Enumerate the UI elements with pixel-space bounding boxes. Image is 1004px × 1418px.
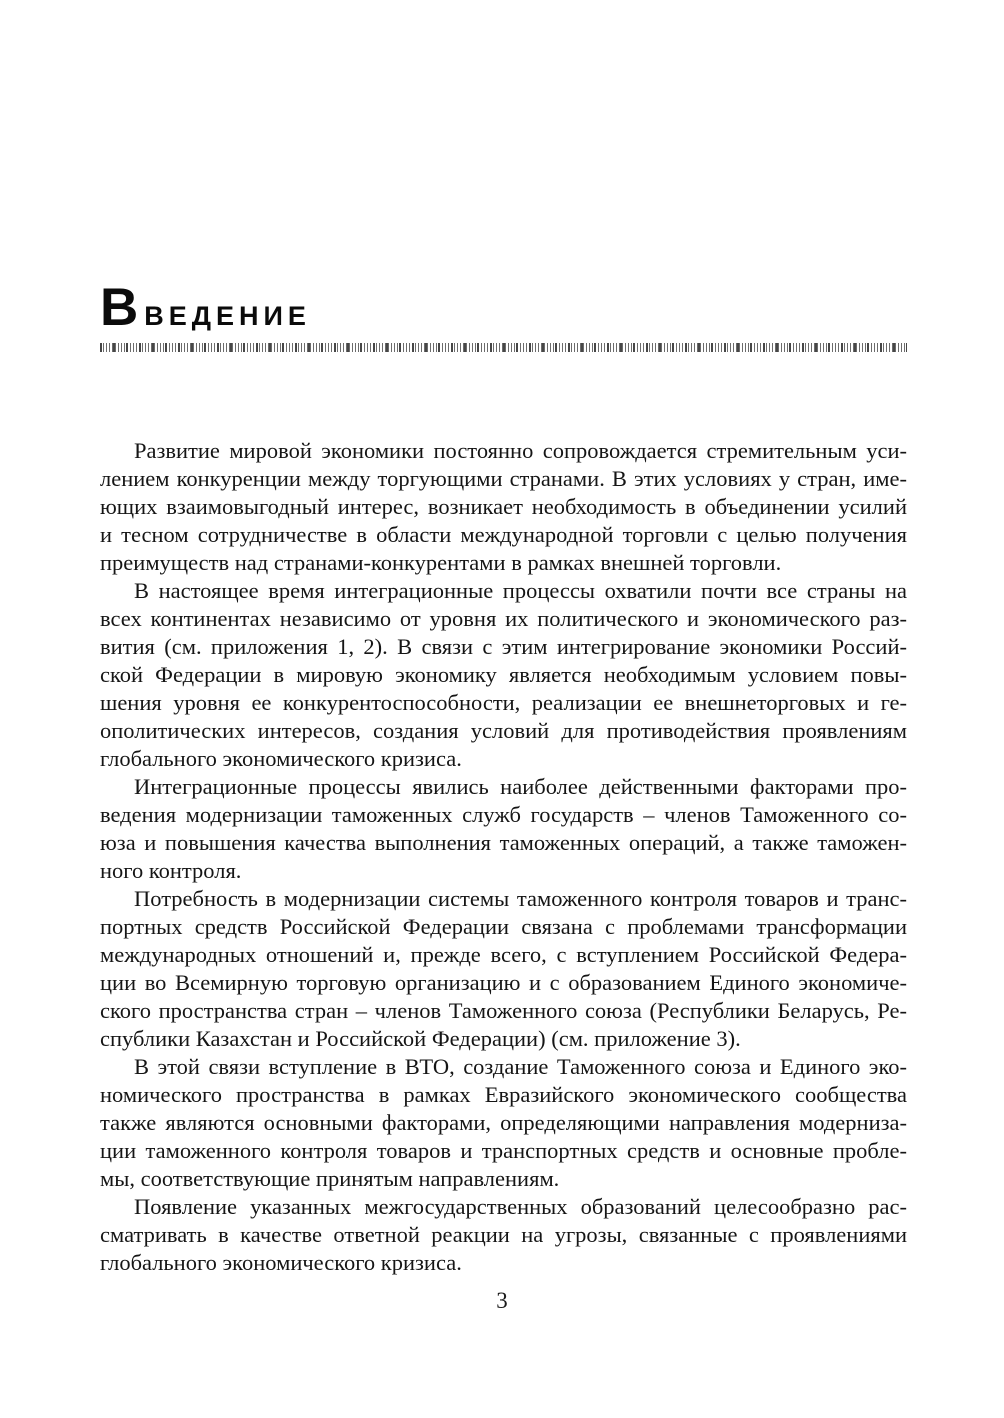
paragraph-6 — [100, 1193, 907, 1277]
text-line: вития (см. приложения 1, 2). В связи с этим интегрирование экономики Россий- — [100, 634, 907, 659]
text-line: ции во Всемирную торговую организацию и с образованием Единого экономиче- — [100, 970, 907, 995]
text-line: международных отношений и, прежде всего, с вступлением Российской Федера- — [100, 942, 907, 967]
text-line: ного контроля. — [100, 858, 242, 883]
text-line: Появление указанных межгосударственных образований целесообразно рас- — [134, 1194, 907, 1219]
text-line: Развитие мировой экономики постоянно сопровождается стремительным уси- — [134, 438, 907, 463]
chapter-title-initial: В — [100, 278, 139, 337]
text-line: В настоящее время интеграционные процессы охватили почти все страны на — [134, 578, 907, 603]
text-line: ополитических интересов, создания условий для противодействия проявлениям — [100, 718, 907, 743]
text-line: В этой связи вступление в ВТО, создание Таможенного союза и Единого эко- — [134, 1054, 907, 1079]
paragraph-1 — [100, 437, 907, 577]
text-line: ской Федерации в мировую экономику является необходимым условием повы- — [100, 662, 907, 687]
text-line: портных средств Российской Федерации связана с проблемами трансформации — [100, 914, 907, 939]
text-line: преимуществ над странами-конкурентами в рамках внешней торговли. — [100, 550, 782, 575]
text-line: всех континентах независимо от уровня их политического и экономического раз- — [100, 606, 907, 631]
chapter-title-rest: ВЕДЕНИЕ — [144, 301, 311, 331]
text-line: Интеграционные процессы явились наиболее действенными факторами про- — [134, 774, 907, 799]
text-line: ведения модернизации таможенных служб государств – членов Таможенного со- — [100, 802, 907, 827]
paragraph-2 — [100, 577, 907, 773]
text-line: также являются основными факторами, определяющими направления модерниза- — [100, 1110, 907, 1135]
text-line: ции таможенного контроля товаров и транспортных средств и основные пробле- — [100, 1138, 907, 1163]
text-line: глобального экономического кризиса. — [100, 746, 462, 771]
text-line: шения уровня ее конкурентоспособности, реализации ее внешнеторговых и ге- — [100, 690, 907, 715]
page-footer — [0, 1288, 1004, 1314]
decorative-hatch-rule — [100, 343, 907, 352]
text-line: номического пространства в рамках Евразийского экономического сообщества — [100, 1082, 907, 1107]
text-line: лением конкуренции между торгующими странами. В этих условиях у стран, име- — [100, 466, 907, 491]
text-line: мы, соответствующие принятым направлениям. — [100, 1166, 560, 1191]
text-line: сматривать в качестве ответной реакции на угрозы, связанные с проявлениями — [100, 1222, 907, 1247]
paragraph-4 — [100, 885, 907, 1053]
text-line: Потребность в модернизации системы таможенного контроля товаров и транс- — [134, 886, 907, 911]
text-line: юза и повышения качества выполнения таможенных операций, а также таможен- — [100, 830, 907, 855]
page-number: 3 — [496, 1288, 508, 1313]
paragraph-3 — [100, 773, 907, 885]
text-line: спублики Казахстан и Российской Федерации) (см. приложение 3). — [100, 1026, 741, 1051]
paragraph-5 — [100, 1053, 907, 1193]
chapter-title — [100, 278, 907, 337]
introduction-text — [100, 437, 907, 1277]
text-line: и тесном сотрудничестве в области международной торговли с целью получения — [100, 522, 907, 547]
text-line: ского пространства стран – членов Таможенного союза (Республики Беларусь, Ре- — [100, 998, 907, 1023]
chapter-header — [100, 0, 907, 352]
text-line: ющих взаимовыгодный интерес, возникает необходимость в объединении усилий — [100, 494, 907, 519]
text-line: глобального экономического кризиса. — [100, 1250, 462, 1275]
